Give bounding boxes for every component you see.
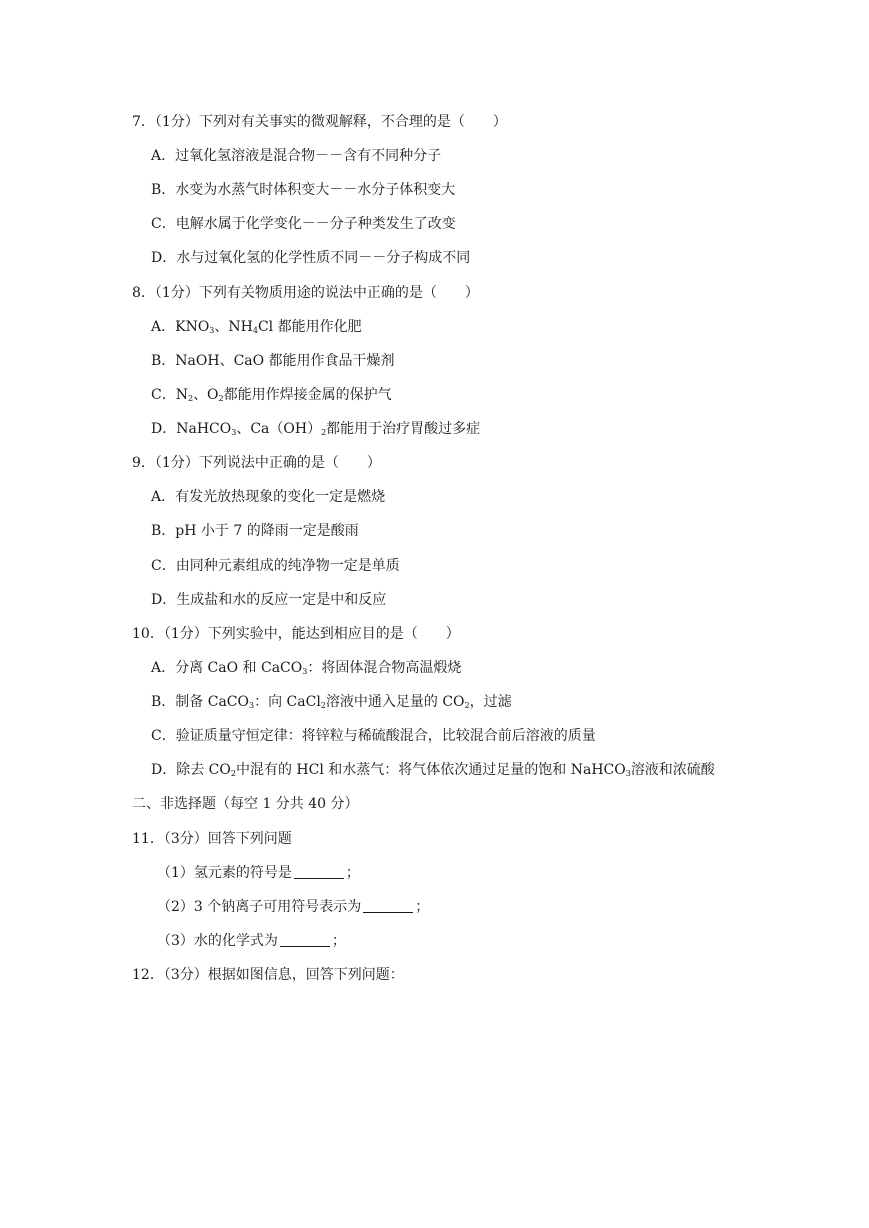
answer-blank[interactable] bbox=[294, 864, 344, 879]
q8-stem: 8．（1分）下列有关物质用途的说法中正确的是（ ） bbox=[132, 285, 479, 301]
q11-subquestion-2: （2）3 个钠离子可用符号表示为 ； bbox=[157, 899, 430, 915]
q7-option-b: B．水变为水蒸气时体积变大－－水分子体积变大 bbox=[151, 182, 456, 198]
q10-option-c: C．验证质量守恒定律：将锌粒与稀硫酸混合，比较混合前后溶液的质量 bbox=[151, 728, 596, 744]
q11-stem: 11．（3分）回答下列问题 bbox=[132, 831, 292, 847]
q7-option-a: A．过氧化氢溶液是混合物－－含有不同种分子 bbox=[151, 148, 442, 164]
q10-option-b: B．制备 CaCO$_3$：向 CaCl$_2$溶液中通入足量的 $CO_2$，过滤 bbox=[151, 694, 512, 710]
q9-option-b: B．pH 小于 7 的降雨一定是酸雨 bbox=[151, 523, 359, 539]
q9-stem: 9．（1分）下列说法中正确的是（ ） bbox=[132, 455, 381, 471]
answer-blank[interactable] bbox=[280, 932, 330, 947]
q7-stem: 7．（1分）下列对有关事实的微观解释，不合理的是（ ） bbox=[132, 114, 507, 130]
q9-option-a: A．有发光放热现象的变化一定是燃烧 bbox=[151, 489, 386, 505]
q11-subquestion-1: （1）氢元素的符号是 ； bbox=[157, 865, 360, 881]
q8-option-a: A．$KNO_3$、$NH_4Cl$ 都能用作化肥 bbox=[151, 319, 362, 335]
q7-option-c: C．电解水属于化学变化－－分子种类发生了改变 bbox=[151, 216, 456, 232]
q10-option-d: D．除去 $CO_2$中混有的 HCl 和水蒸气：将气体依次通过足量的饱和 NaHCO$_3$溶液和浓硫酸 bbox=[151, 762, 715, 778]
answer-blank[interactable] bbox=[363, 898, 413, 913]
q9-option-c: C．由同种元素组成的纯净物一定是单质 bbox=[151, 558, 400, 574]
q8-option-b: B．NaOH、CaO 都能用作食品干燥剂 bbox=[151, 353, 395, 369]
q8-option-c: C．$N_2$、$O_2$都能用作焊接金属的保护气 bbox=[151, 387, 392, 403]
q12-stem: 12．（3分）根据如图信息，回答下列问题： bbox=[132, 967, 404, 983]
q11-subquestion-3: （3）水的化学式为 ； bbox=[157, 933, 346, 949]
q9-option-d: D．生成盐和水的反应一定是中和反应 bbox=[151, 592, 387, 608]
q10-option-a: A．分离 CaO 和 CaCO$_3$：将固体混合物高温煅烧 bbox=[151, 660, 462, 676]
section-heading: 二、非选择题（每空 1 分共 40 分） bbox=[132, 796, 359, 812]
q10-stem: 10．（1分）下列实验中，能达到相应目的是（ ） bbox=[132, 626, 460, 642]
q7-option-d: D．水与过氧化氢的化学性质不同－－分子构成不同 bbox=[151, 250, 471, 266]
q8-option-d: D．NaHCO$_3$、$Ca(OH)_2$都能用于治疗胃酸过多症 bbox=[151, 421, 481, 437]
